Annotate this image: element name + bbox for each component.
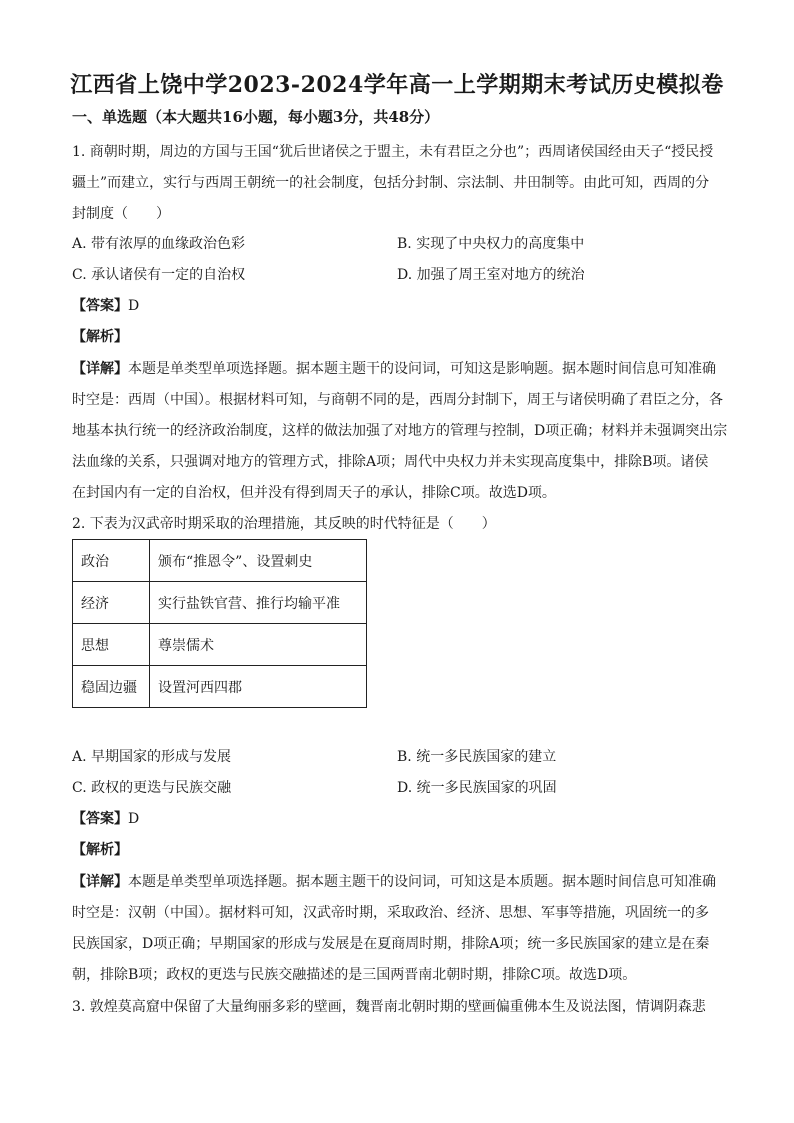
q1-detail-line-5: 在封国内有一定的自治权，但并没有得到周天子的承认，排除C项。故选D项。 (72, 485, 556, 501)
table-row (73, 624, 367, 666)
q1-analysis-label: 【解析】 (72, 329, 128, 345)
q2-option-d: D. 统一多民族国家的巩固 (397, 780, 557, 796)
page-title: 江西省上饶中学2023-2024学年高一上学期期末考试历史模拟卷 (70, 72, 724, 98)
answer-label: 【答案】 (72, 298, 128, 314)
table-cell: 经济 (73, 582, 150, 624)
q1-option-c: C. 承认诸侯有一定的自治权 (72, 267, 246, 283)
table-cell: 稳固边疆 (73, 666, 150, 708)
q1-answer (72, 296, 724, 316)
q1-detail-line-2: 时空是：西周（中国）。根据材料可知，与商朝不同的是，西周分封制下，周王与诸侯明确了君臣之分，各 (72, 392, 723, 408)
detail-text: 本题是单类型单项选择题。据本题主题干的设问词，可知这是本质题。据本题时间信息可知准确 (128, 874, 716, 890)
q2-option-b: B. 统一多民族国家的建立 (397, 749, 557, 765)
q2-detail-line-4: 朝，排除B项；政权的更迭与民族交融描述的是三国两晋南北朝时期，排除C项。故选D项。 (72, 967, 637, 983)
answer-value: D (128, 298, 140, 314)
q2-detail-line-3: 民族国家，D项正确；早期国家的形成与发展是在夏商周时期，排除A项；统一多民族国家的建立是在秦 (72, 936, 710, 952)
q1-detail-line-1 (72, 359, 724, 379)
q3-stem: 3. 敦煌莫高窟中保留了大量绚丽多彩的壁画，魏晋南北朝时期的壁画偏重佛本生及说法图，情调阴森悲 (72, 999, 706, 1015)
q1-stem-line-1: 1. 商朝时期，周边的方国与王国“犹后世诸侯之于盟主，未有君臣之分也”；西周诸侯国经由天子“授民授 (72, 144, 714, 160)
q1-option-d: D. 加强了周王室对地方的统治 (397, 267, 585, 283)
q1-detail-line-4: 法血缘的关系，只强调对地方的管理方式，排除A项；周代中央权力并未实现高度集中，排除B项。诸侯 (72, 454, 709, 470)
detail-label: 【详解】 (72, 874, 128, 890)
q2-measures-table (72, 539, 367, 708)
table-cell: 政治 (73, 540, 150, 582)
q2-analysis-label: 【解析】 (72, 842, 128, 858)
q2-answer (72, 809, 724, 829)
q1-option-a: A. 带有浓厚的血缘政治色彩 (72, 236, 246, 252)
section-heading: 一、单选题（本大题共16小题，每小题3分，共48分） (72, 108, 440, 126)
q1-detail-line-3: 地基本执行统一的经济政治制度，这样的做法加强了对地方的管理与控制，D项正确；材料并未强调突出宗 (72, 423, 728, 439)
q1-option-b: B. 实现了中央权力的高度集中 (397, 236, 585, 252)
table-row (73, 540, 367, 582)
table-cell: 尊崇儒术 (150, 624, 367, 666)
table-row (73, 666, 367, 708)
detail-text: 本题是单类型单项选择题。据本题主题干的设问词，可知这是影响题。据本题时间信息可知准确 (128, 361, 716, 377)
table-cell: 思想 (73, 624, 150, 666)
table-cell: 颁布“推恩令”、设置刺史 (150, 540, 367, 582)
table-cell: 实行盐铁官营、推行均输平准 (150, 582, 367, 624)
q1-stem-line-2: 疆土”而建立，实行与西周王朝统一的社会制度，包括分封制、宗法制、井田制等。由此可知，西周的分 (72, 175, 710, 191)
q1-stem-line-3: 封制度（ ） (72, 206, 170, 222)
q2-detail-line-2: 时空是：汉朝（中国）。据材料可知，汉武帝时期，采取政治、经济、思想、军事等措施，巩固统一的多 (72, 905, 709, 921)
table-row (73, 582, 367, 624)
answer-value: D (128, 811, 140, 827)
q2-stem: 2. 下表为汉武帝时期采取的治理措施，其反映的时代特征是（ ） (72, 516, 496, 532)
q2-option-a: A. 早期国家的形成与发展 (72, 749, 232, 765)
q2-option-c: C. 政权的更迭与民族交融 (72, 780, 232, 796)
q2-detail-line-1 (72, 872, 724, 892)
table-cell: 设置河西四郡 (150, 666, 367, 708)
answer-label: 【答案】 (72, 811, 128, 827)
detail-label: 【详解】 (72, 361, 128, 377)
